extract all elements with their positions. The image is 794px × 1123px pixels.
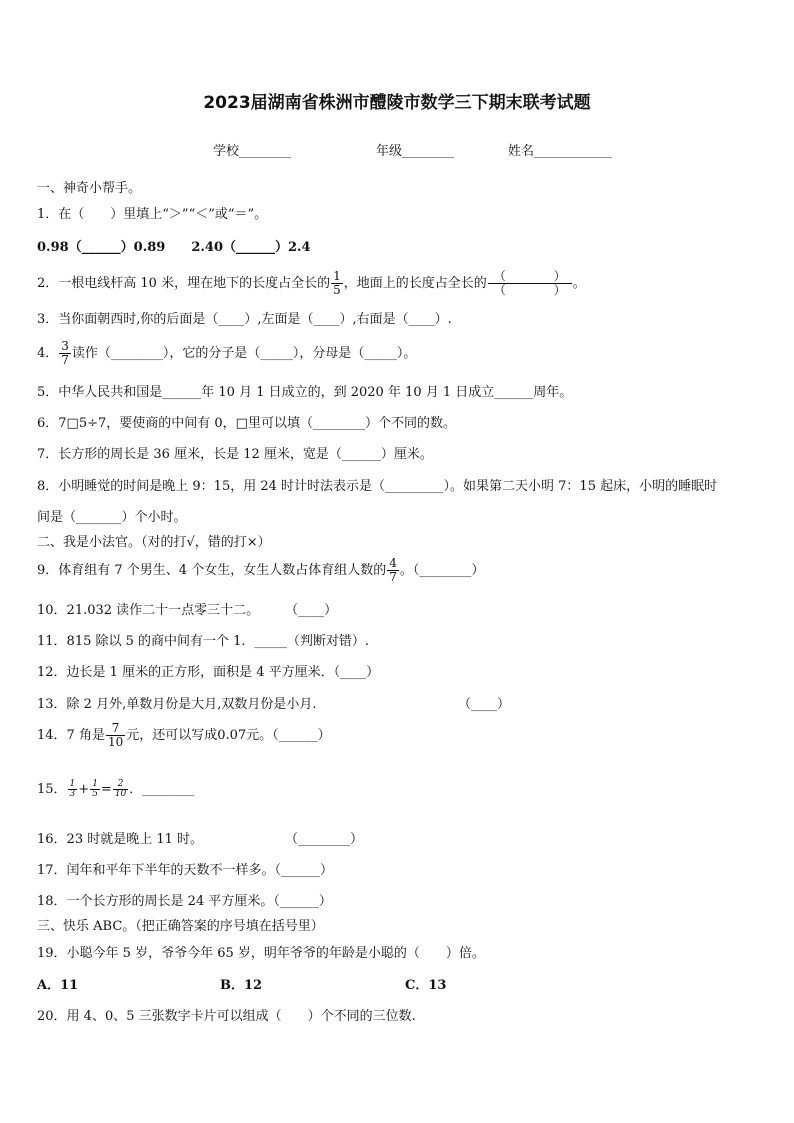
- fraction: $\frac{7}{10}$: [107, 721, 124, 749]
- question-13-blank: （____）: [458, 697, 511, 712]
- option-c: C．13: [405, 978, 447, 993]
- question-15: 15． $\frac{1}{3}$ + $\frac{1}{5}$ = $\frac{2}{10}$ ．________: [37, 779, 195, 799]
- question-2-text: 2．一根电线杆高 10 米，埋在地下的长度占全长的: [37, 276, 331, 291]
- option-b: B．12: [220, 978, 263, 993]
- school-field: 学校________: [213, 144, 292, 159]
- fraction: $\frac{2}{10}$: [114, 779, 127, 799]
- question-16-blank: （________）: [285, 832, 364, 847]
- question-1-items: 0.98（______）0.89 2.40（______）2.4: [37, 240, 311, 255]
- fraction: $\frac{1}{3}$: [69, 779, 76, 799]
- question-4: 4． $\frac{3}{7}$ 读作（________），它的分子是（_____），分母是（_____）。: [37, 339, 417, 367]
- question-13: 13．除 2 月外,单数月份是大月,双数月份是小月.: [37, 697, 317, 712]
- question-10: 10．21.032 读作二十一点零三十二。 （____）: [37, 603, 338, 618]
- fraction: $\frac{3}{7}$: [61, 339, 69, 367]
- question-14: 14．7 角是 $\frac{7}{10}$ 元，还可以写成0.07元。（______）: [37, 721, 331, 749]
- question-8: 8．小明睡觉的时间是晚上 9：15，用 24 时计时法表示是（_________）。如果第二天小明 7：15 起床，小明的睡眠时: [37, 479, 718, 494]
- fraction: $\frac{1}{5}$: [92, 779, 98, 799]
- question-7: 7．长方形的周长是 36 厘米，长是 12 厘米，宽是（______）厘米。: [37, 447, 433, 462]
- question-17: 17．闰年和平年下半年的天数不一样多。（______）: [37, 863, 334, 878]
- question-2-text-2: ，地面上的长度占全长的: [343, 276, 487, 291]
- section-heading-3: 三、快乐 ABC。（把正确答案的序号填在括号里）: [37, 919, 324, 934]
- question-20: 20．用 4、0、5 三张数字卡片可以组成（ ）个不同的三位数.: [37, 1009, 416, 1024]
- question-11: 11．815 除以 5 的商中间有一个 1．_____（判断对错）.: [37, 634, 370, 649]
- question-16: 16．23 时就是晚上 11 时。: [37, 832, 204, 847]
- question-3: 3．当你面朝西时,你的后面是（____）,左面是（____）,右面是（____）.: [37, 312, 452, 327]
- name-field: 姓名____________: [508, 144, 613, 159]
- section-heading-2: 二、我是小法官。（对的打√，错的打×）: [37, 535, 271, 550]
- question-6: 6．7□5÷7，要使商的中间有 0，□里可以填（________）个不同的数。: [37, 416, 456, 431]
- question-2: 2．一根电线杆高 10 米，埋在地下的长度占全长的 $\frac{1}{5}$ ，地面上的长度占全长的 $\frac{( )}{( )}$ 。: [37, 269, 586, 297]
- fraction: $\frac{1}{5}$: [333, 269, 341, 297]
- answer-fraction-blank: $\frac{( )}{( )}$: [488, 270, 572, 297]
- option-a: A．11: [37, 978, 79, 993]
- section-heading-1: 一、神奇小帮手。: [37, 181, 142, 196]
- question-5: 5．中华人民共和国是______年 10 月 1 日成立的，到 2020 年 10 月 1 日成立______周年。: [37, 385, 573, 400]
- question-8-cont: 间是（_______）个小时。: [37, 510, 187, 525]
- fraction: $\frac{4}{7}$: [389, 556, 397, 584]
- page-title: 2023届湖南省株洲市醴陵市数学三下期末联考试题: [203, 93, 591, 113]
- question-18: 18．一个长方形的周长是 24 平方厘米。（______）: [37, 894, 332, 909]
- question-19: 19．小聪今年 5 岁，爷爷今年 65 岁，明年爷爷的年龄是小聪的（ ）倍。: [37, 946, 485, 961]
- question-9: 9．体育组有 7 个男生、4 个女生，女生人数占体育组人数的 $\frac{4}{7}$ 。（________）: [37, 556, 485, 584]
- grade-field: 年级________: [376, 144, 455, 159]
- question-12: 12．边长是 1 厘米的正方形，面积是 4 平方厘米．（____）: [37, 665, 380, 680]
- question-1: 1．在（ ）里填上“＞”“＜”或“＝”。: [37, 207, 268, 222]
